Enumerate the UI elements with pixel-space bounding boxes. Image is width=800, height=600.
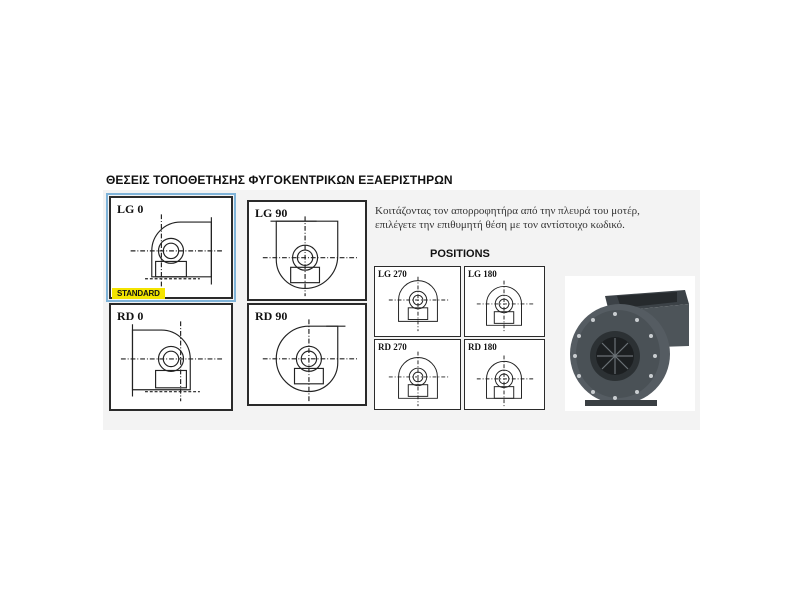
fan-diagram-icon [249, 305, 365, 404]
centrifugal-fan-photo-icon [565, 276, 695, 411]
diagram-lg0-label: LG 0 [117, 202, 144, 216]
diagram-lg90[interactable] [247, 200, 367, 301]
fan-diagram-icon [465, 267, 544, 336]
diagram-rd0-label: RD 0 [117, 309, 144, 323]
diagram-lg180[interactable] [464, 266, 545, 337]
description-line-1: Κοιτάζοντας τον απορροφητήρα από την πλευρά του μοτέρ, [375, 205, 640, 217]
fan-diagram-icon [465, 340, 544, 409]
diagram-lg90-label: LG 90 [255, 206, 288, 220]
positions-title: POSITIONS [430, 248, 490, 260]
diagram-lg270[interactable] [374, 266, 461, 337]
standard-selection-frame [106, 193, 236, 302]
diagram-rd270[interactable] [374, 339, 461, 410]
fan-diagram-icon [375, 267, 460, 336]
diagram-rd180-label: RD 180 [468, 342, 497, 352]
fan-diagram-icon [249, 202, 365, 299]
diagram-rd90[interactable] [247, 303, 367, 406]
description [375, 204, 675, 232]
description-line-2: επιλέγετε την επιθυμητή θέση με τον αντίστοιχο κωδικό. [375, 219, 625, 231]
diagram-lg270-label: LG 270 [378, 269, 407, 279]
diagram-lg180-label: LG 180 [468, 269, 497, 279]
page-heading: ΘΕΣΕΙΣ ΤΟΠΟΘΕΤΗΣΗΣ ΦΥΓΟΚΕΝΤΡΙΚΩΝ ΕΞΑΕΡΙΣΤΗΡΩΝ [106, 173, 453, 187]
diagram-rd180[interactable] [464, 339, 545, 410]
diagram-rd0[interactable] [109, 303, 233, 411]
fan-diagram-icon [375, 340, 460, 409]
standard-badge: STANDARD [112, 288, 165, 299]
fan-diagram-icon [111, 305, 231, 409]
diagram-rd90-label: RD 90 [255, 309, 288, 323]
diagram-rd270-label: RD 270 [378, 342, 407, 352]
